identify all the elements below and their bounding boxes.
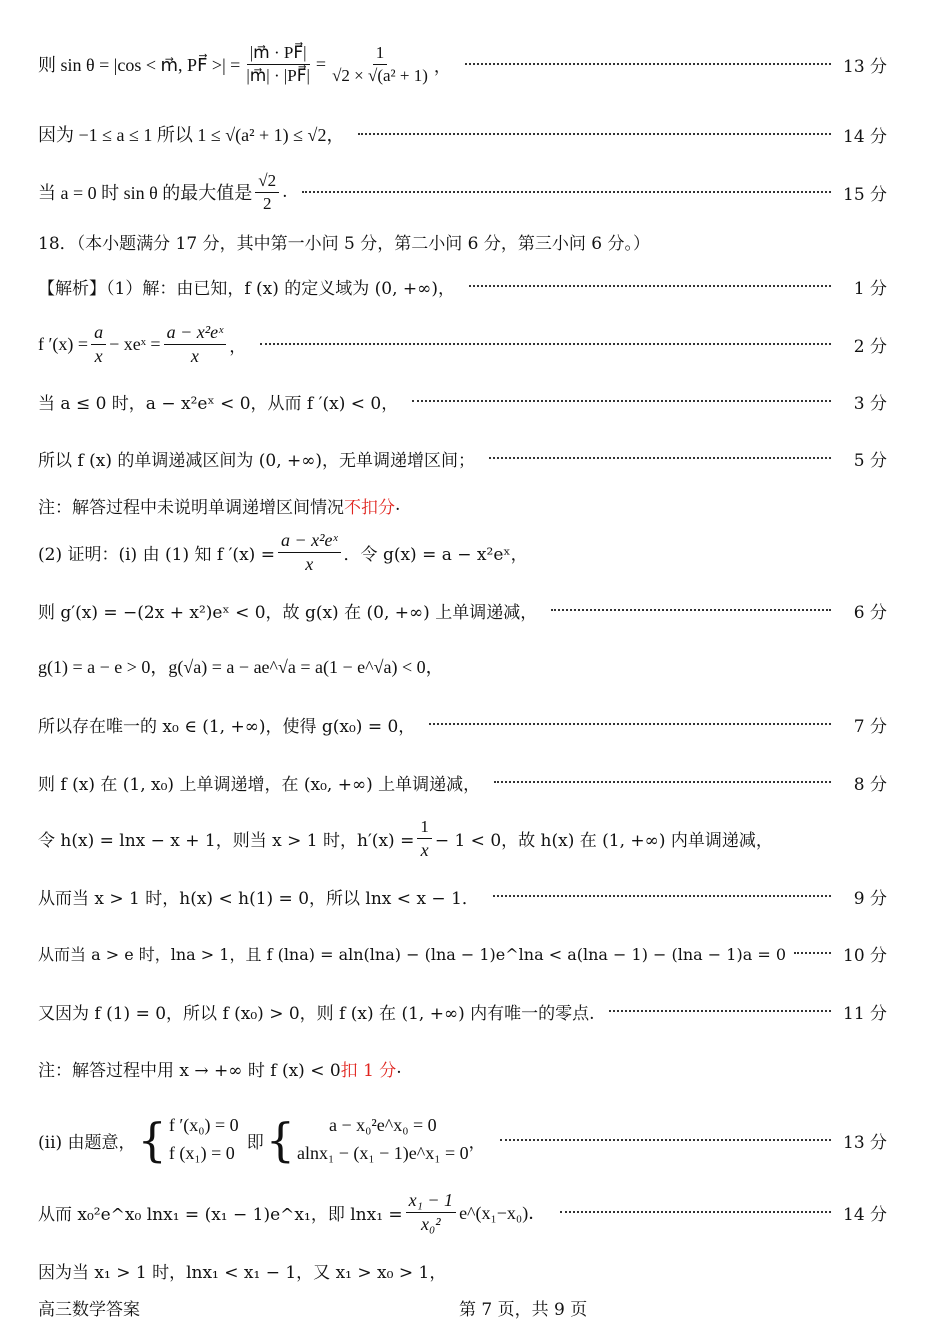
answer-line	[38, 1254, 887, 1286]
leader-dots	[465, 63, 831, 65]
leader-dots	[302, 191, 831, 193]
score-label: 10 分	[843, 945, 888, 966]
score-label: 2 分	[853, 336, 887, 357]
equation-text: 则 f (x) 在 (1, x₀) 上单调递增，在 (x₀, +∞) 上单调递减，	[38, 774, 481, 795]
score-label: 3 分	[853, 393, 887, 414]
score-label: 13 分	[843, 1132, 888, 1153]
answer-line	[38, 118, 887, 150]
fraction: $\frac{\text{x₁ − 1}}{\text{x₀²}}$	[406, 1190, 456, 1234]
score-label: 15 分	[843, 184, 888, 205]
equation-text: 因为当 x₁ > 1 时，lnx₁ < x₁ − 1，又 x₁ > x₀ > 1，	[38, 1262, 447, 1283]
equation-text: 因为 −1 ≤ a ≤ 1 所以 1 ≤ √(a² + 1) ≤ √2，	[38, 125, 345, 145]
document-title: 高三数学答案	[38, 1300, 140, 1320]
equation-text: 当 a = 0 时 sin θ 的最大值是	[38, 183, 253, 203]
answer-line: (2) 证明：(i) 由 (1) 知 f ′(x) = $\frac{\text{a − x²eˣ}}{x}$ ．令 g(x) = a − x²eˣ，	[38, 529, 528, 574]
page-number: 第 7 页，共 9 页	[459, 1300, 588, 1320]
equation-text: (ii) 由题意，	[38, 1132, 136, 1153]
equation-text: 所以 f (x) 的单调递减区间为 (0, +∞)，无单调递增区间；	[38, 450, 476, 471]
answer-line	[38, 937, 887, 969]
answer-line	[38, 650, 887, 682]
answer-line: f ′(x) = $\frac{a}{x}$ − xeˣ = $\frac{\text{a − x²eˣ}}{x}$ ， 2 分	[38, 321, 887, 366]
equation-text: 从而 x₀²e^x₀ lnx₁ = (x₁ − 1)e^x₁，即 lnx₁ =	[38, 1204, 403, 1225]
equation-text: f ′(x) =	[38, 333, 89, 354]
question-heading: 18．（本小题满分 17 分，其中第一小问 5 分，第二小问 6 分，第三小问 6 分。）	[38, 233, 650, 254]
score-label: 8 分	[853, 774, 887, 795]
fraction: $\frac{a}{x}$	[91, 322, 106, 366]
answer-line	[38, 594, 887, 626]
equation-text: 令 h(x) = lnx − x + 1，则当 x > 1 时，h′(x) =	[38, 831, 415, 852]
leader-dots	[358, 133, 831, 135]
answer-line	[38, 766, 887, 798]
score-label: 6 分	[853, 602, 887, 623]
leader-dots	[794, 952, 831, 954]
fraction: $\frac{|m⃗ \cdot PF⃗|}{|m⃗| \cdot |PF⃗|}$	[246, 42, 310, 85]
answer-line	[38, 385, 887, 417]
score-label: 1 分	[853, 278, 887, 299]
equation-text: 【解析】（1）解：由已知，f (x) 的定义域为 (0, +∞)，	[38, 278, 455, 299]
fraction: $\frac{1}{x}$	[417, 817, 432, 860]
leader-dots	[494, 781, 831, 783]
equation-text: g(1) = a − e > 0，g(√a) = a − ae^√a = a(1 − e^√a) < 0，	[38, 657, 444, 677]
leader-dots	[493, 895, 831, 897]
score-label: 11 分	[843, 1003, 888, 1024]
deduction-note: 扣 1 分	[340, 1060, 397, 1081]
answer-line: 则 sin θ = |cos < m⃗, PF⃗ >| = $\frac{|m⃗ \cdot PF⃗|}{|m⃗| \cdot |PF⃗|}$ = $\frac{1}{\text{√2 × √(a² + 1)}}$ ， 13 分	[38, 42, 888, 85]
score-label: 14 分	[843, 126, 888, 147]
answer-line	[38, 708, 887, 740]
equation-text: 从而当 a > e 时，lna > 1，且 f (lna) = aln(lna) − (lna − 1)e^lna < a(lna − 1) − (lna − 1)a = 0	[38, 944, 787, 964]
leader-dots	[489, 457, 831, 459]
equation-text: 所以存在唯一的 x₀ ∈ (1, +∞)，使得 g(x₀) = 0，	[38, 716, 416, 737]
leader-dots	[469, 285, 831, 287]
equation-system: a − x₀²e^x₀ = 0 alnx₁ − (x₁ − 1)e^x₁ = 0	[296, 1115, 469, 1163]
answer-line	[38, 442, 887, 474]
score-label: 13 分	[843, 56, 888, 77]
equation-text: 则 sin θ = |cos < m⃗, PF⃗ >| =	[38, 55, 241, 75]
equation-text: 当 a ≤ 0 时，a − x²eˣ < 0，从而 f ′(x) < 0，	[38, 393, 399, 414]
equation-system: f ′(x₀) = 0 f (x₁) = 0	[168, 1115, 239, 1163]
leader-dots	[412, 400, 831, 402]
answer-line	[38, 270, 887, 302]
leader-dots	[551, 609, 831, 611]
equation-text: 则 g′(x) = −(2x + x²)eˣ < 0，故 g(x) 在 (0, +∞) 上单调递减，	[38, 602, 538, 623]
answer-line	[38, 995, 887, 1027]
answer-line	[38, 880, 887, 912]
fraction: $\frac{1}{\text{√2 × √(a² + 1)}}$	[332, 42, 428, 85]
leader-dots	[260, 343, 831, 345]
leader-dots	[429, 723, 831, 725]
fraction: $\frac{\text{a − x²eˣ}}{x}$	[278, 530, 341, 574]
leader-dots	[500, 1139, 831, 1141]
answer-line: 令 h(x) = lnx − x + 1，则当 x > 1 时，h′(x) = $\frac{1}{x}$ − 1 < 0，故 h(x) 在 (1, +∞) 内单调递减，	[38, 817, 773, 860]
deduction-note: 不扣分	[344, 497, 395, 518]
equation-text: 从而当 x > 1 时，h(x) < h(1) = 0，所以 lnx < x − 1．	[38, 888, 479, 909]
grading-note: 注：解答过程中未说明单调递增区间情况 不扣分 .	[38, 490, 887, 520]
equation-text: (2) 证明：(i) 由 (1) 知 f ′(x) =	[38, 544, 275, 565]
score-label: 14 分	[843, 1204, 888, 1225]
score-label: 7 分	[853, 716, 887, 737]
leader-dots	[560, 1211, 831, 1213]
left-brace: {	[137, 1113, 167, 1167]
equation-text: 又因为 f (1) = 0，所以 f (x₀) > 0，则 f (x) 在 (1, +∞) 内有唯一的零点.	[38, 1003, 595, 1024]
answer-line: 当 a = 0 时 sin θ 的最大值是 $\frac{√2}{2}$ . 15 分	[38, 170, 888, 213]
answer-line: (ii) 由题意， { f ′(x₀) = 0 f (x₁) = 0 即 { a − x₀²e^x₀ = 0 alnx₁ − (x₁ − 1)e^x₁ = 0 ， 13 分	[38, 1113, 888, 1167]
score-label: 9 分	[853, 888, 887, 909]
score-label: 5 分	[853, 450, 887, 471]
fraction: $\frac{√2}{2}$	[255, 171, 279, 213]
grading-note: 注：解答过程中用 x → +∞ 时 f (x) < 0 扣 1 分 .	[38, 1052, 887, 1084]
answer-line: 从而 x₀²e^x₀ lnx₁ = (x₁ − 1)e^x₁，即 lnx₁ = $\frac{\text{x₁ − 1}}{\text{x₀²}}$ e^(x₁−x₀)． 14 分	[38, 1189, 888, 1234]
leader-dots	[609, 1010, 831, 1012]
left-brace: {	[265, 1113, 295, 1167]
fraction: $\frac{\text{a − x²eˣ}}{x}$	[164, 322, 227, 366]
